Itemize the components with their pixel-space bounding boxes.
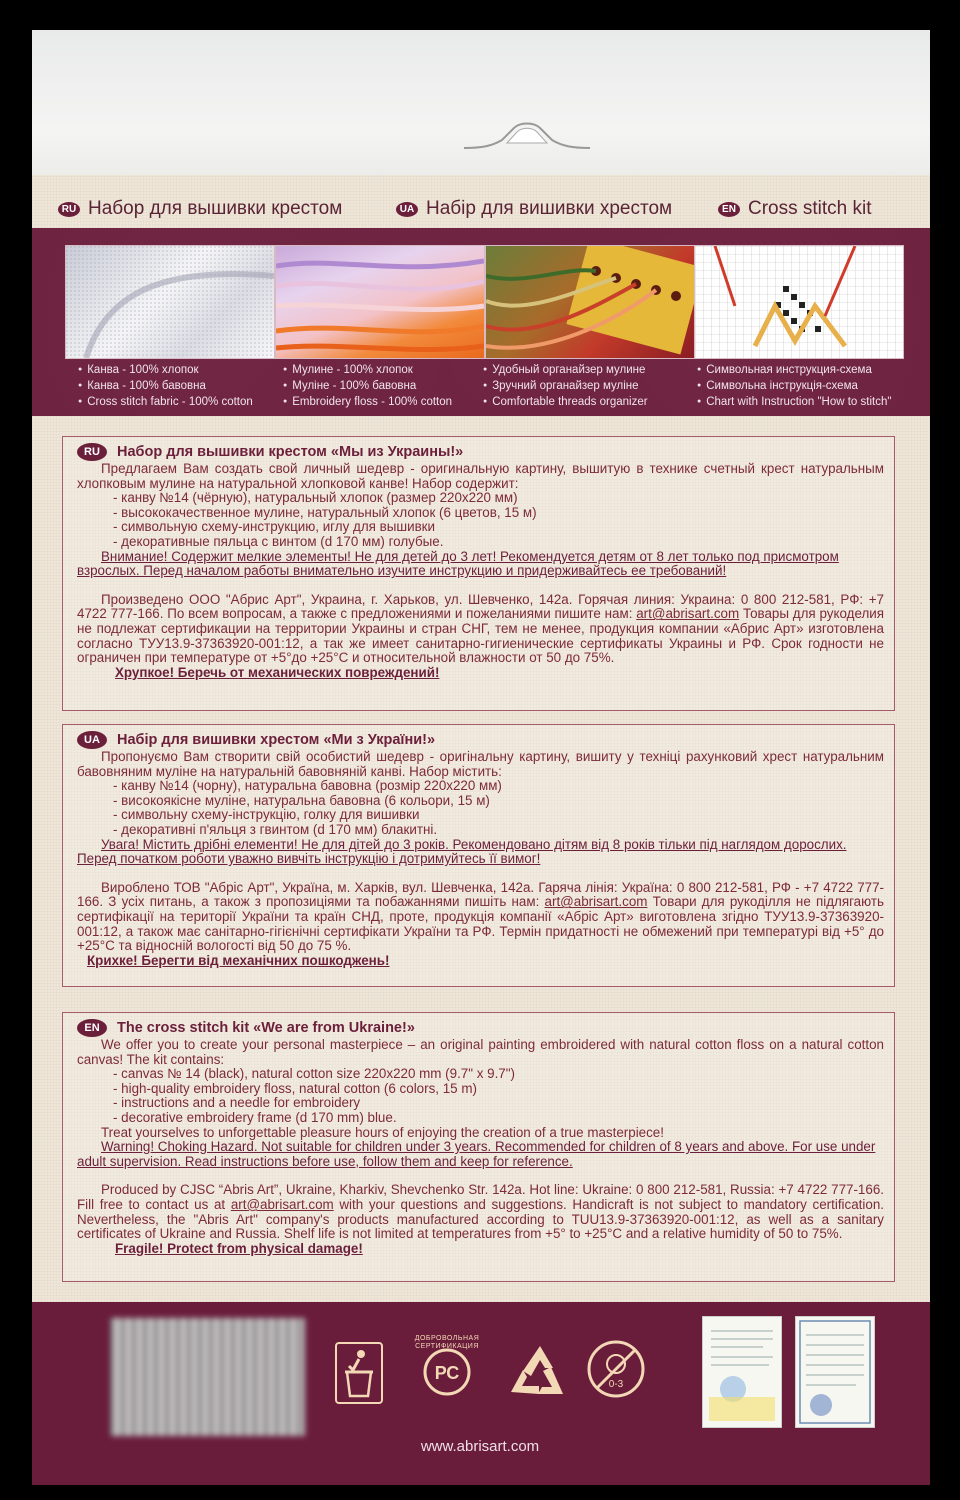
kit-item: - высококачественное мулине, натуральный хлопок (6 цветов, 15 м) — [113, 504, 537, 520]
email-link[interactable]: art@abrisart.com — [636, 606, 740, 622]
producer-text — [77, 1183, 884, 1241]
extra-text: Treat yourselves to unforgettable pleasure hours of enjoying the creation of a true masterpiece! — [101, 1124, 664, 1140]
kit-item: - канву №14 (чорну), натуральна бавовна (розмір 220х220 мм) — [113, 778, 502, 794]
lang-badge: EN — [718, 202, 740, 217]
kit-item: - instructions and a needle for embroidery — [113, 1095, 361, 1111]
stitch-chart-icon — [695, 246, 903, 358]
feature-line: ● Канва - 100% бавовна — [78, 378, 253, 394]
producer-text-a: Произведено ООО "Абрис Арт", Украина, г. Харьков, ул. Шевченко, 142а. Горячая линия: Украина: 0 800 212-581, РФ: +7 4722 777-166. По всем вопросам, а также с предложениями и пожеланиями пишите нам: — [77, 591, 884, 622]
producer-text — [77, 593, 884, 666]
kit-item: - символьную схему-инструкцию, иглу для вышивки — [113, 519, 436, 535]
chart-photo — [694, 245, 904, 359]
producer-text-a: Вироблено ТОВ "Абріс Арт", Україна, м. Харків, вул. Шевченка, 142а. Гаряча лінія: Україна: 0 800 212-581, РФ - +7 4722 777-166. З усіх питань, а також з пропозиціями та побажаннями пишіть нам: — [77, 879, 884, 910]
lang-badge: RU — [58, 202, 80, 217]
fragile-notice: Fragile! Protect from physical damage! — [115, 1240, 363, 1256]
floss-skeins-icon — [276, 246, 484, 358]
feature-line: ● Мулине - 100% хлопок — [283, 362, 452, 378]
kit-item: - canvas № 14 (black), natural cotton size 220x220 mm (9.7" x 9.7") — [113, 1066, 515, 1082]
section-ua — [62, 724, 895, 987]
certificate-ru-icon — [796, 1317, 874, 1427]
email-link[interactable]: art@abrisart.com — [230, 1196, 334, 1212]
section-heading — [77, 443, 884, 461]
feature-organizer — [483, 362, 648, 410]
section-heading — [77, 1019, 884, 1037]
feature-line: ● Зручний органайзер муліне — [483, 378, 648, 394]
intro-text: Пропонуємо Вам створити свій особистий шедевр - оригінальну картину, вишиту у техніці рахунковий хрест натуральним бавовняним муліне на натуральній бавовняній канві. Набор містить: — [77, 749, 884, 779]
producer-text-b: with your questions and suggestions. Handicraft is not subject to mandatory certification. Nevertheless, the "Abris Art" company's products manufactured according to TUU13.9-37363920-001:12, as well as a sanitary certificates of Ukraine and Russia. Shelf life is not limited at temperatures from +5° to +25°C and a relative humidity of 50 to 75%. — [77, 1196, 884, 1242]
website-link[interactable]: www.abrisart.com — [420, 1438, 540, 1455]
certificate-document-ru — [795, 1316, 875, 1428]
intro-text: Предлагаем Вам создать свой личный шедевр - оригинальную картину, вышитую в технике счетный крест натуральным хлопковым мулине на натуральной хлопковой канве! Набор содержит: — [77, 461, 884, 491]
certificate-ua-icon — [703, 1317, 781, 1427]
kit-item: - decorative embroidery frame (d 170 mm) blue. — [113, 1109, 397, 1125]
age-text: 0-3 — [608, 1379, 624, 1390]
feature-line: ● Символьная инструкция-схема — [697, 362, 891, 378]
section-en — [62, 1012, 895, 1282]
trash-bin-icon — [335, 1342, 383, 1404]
feature-line: ● Символьна інструкція-схема — [697, 378, 891, 394]
section-heading — [77, 731, 884, 749]
intro-text: We offer you to create your personal masterpiece – an original painting embroidered with natural cotton floss on a natural cotton canvas! The kit contains: — [77, 1037, 884, 1067]
floss-photo — [275, 245, 485, 359]
feature-line: ● Comfortable threads organizer — [483, 394, 648, 410]
section-title: Набор для вышивки крестом «Мы из Украины!» — [117, 443, 464, 460]
organizer-photo — [485, 245, 695, 359]
feature-line: ● Embroidery floss - 100% cotton — [283, 394, 452, 410]
feature-line: ● Cross stitch fabric - 100% cotton — [78, 394, 253, 410]
certification-mark — [410, 1335, 484, 1409]
fragile-notice: Крихке! Берегти від механічних пошкоджень! — [87, 952, 390, 968]
feature-line: ● Муліне - 100% бавовна — [283, 378, 452, 394]
email-link[interactable]: art@abrisart.com — [544, 894, 648, 910]
header-title-en — [718, 198, 872, 220]
feature-line: ● Удобный органайзер мулине — [483, 362, 648, 378]
kit-item: - high-quality embroidery floss, natural cotton (6 colors, 15 m) — [113, 1080, 477, 1096]
kit-item: - символьну схему-інструкцію, голку для вишивки — [113, 807, 420, 823]
no-children-icon — [585, 1338, 647, 1400]
fabric-texture-icon — [66, 246, 274, 358]
kit-item: - канву №14 (чёрную), натуральный хлопок (размер 220х220 мм) — [113, 490, 518, 506]
producer-text — [77, 881, 884, 954]
lang-badge: EN — [77, 1019, 107, 1037]
fragile-notice: Хрупкое! Беречь от механических повреждений! — [115, 664, 440, 680]
header-title-text: Cross stitch kit — [748, 198, 872, 219]
warning-text: Внимание! Содержит мелкие элементы! Не для детей до 3 лет! Рекомендуется детям от 8 лет только под присмотром взрослых. Перед началом работы внимательно изучите инструкцию и придерживайтесь ее требований! — [77, 548, 839, 579]
header-title-text: Набір для вишивки хрестом — [426, 198, 673, 219]
certification-text: ДОБРОВОЛЬНАЯ СЕРТИФИКАЦИЯ — [414, 1335, 480, 1350]
barcode — [110, 1318, 305, 1436]
thread-organizer-icon — [486, 246, 694, 358]
recycle-icon — [505, 1342, 575, 1406]
producer-text-b: Товары для рукоделия не подлежат сертификации на территории Украины и стран СНГ, тем не менее, продукция компании «Абрис Арт» изготовлена согласно ТУУ13.9-37363920-001:12, а так же имеет санитарно-гигиенические сертификаты Украины и РФ. Срок годности не ограничен при температуре от +5°до +25°С и относительной влажности от 50 до 75%. — [77, 606, 884, 666]
header-title-text: Набор для вышивки крестом — [88, 198, 343, 219]
feature-line: ● Chart with Instruction "How to stitch" — [697, 394, 891, 410]
section-title: The cross stitch kit «We are from Ukraine!» — [117, 1019, 415, 1036]
warning-text: Увага! Містить дрібні елементи! Не для дітей до 3 років. Рекомендовано дітям від 8 років тільки під наглядом дорослих. Перед початком роботи уважно вивчіть інструкцію і дотримуйтесь її вимог! — [77, 836, 847, 867]
kit-item: - декоративные пяльца с винтом (d 170 мм) голубые. — [113, 533, 444, 549]
warning-text: Warning! Choking Hazard. Not suitable for children under 3 years. Recommended for children of 8 years and above. For use under adult supervision. Read instructions before use, follow them and keep for reference. — [77, 1139, 876, 1169]
section-ru — [62, 436, 895, 711]
producer-text-b: Товари для рукоділля не підлягають сертифікації на території України та країн СНД, проте, продукція компанії «Абріс Арт» виготовлена згідно ТУУ13.9-37363920-001:12, а також має санітарно-гігієнічні сертифікати України та РФ. Термін придатності не обмежений при температурі від +5° до +25°С та відносній вологості від 50 до 75 %. — [77, 894, 884, 954]
header-title-ru — [58, 198, 342, 220]
feature-line: ● Канва - 100% хлопок — [78, 362, 253, 378]
lang-badge: RU — [77, 443, 107, 461]
lang-badge: UA — [77, 731, 107, 749]
header-title-ua — [396, 198, 672, 220]
kit-item: - високоякісне муліне, натуральна бавовна (6 кольори, 15 м) — [113, 792, 490, 808]
producer-text-a: Produced by CJSC “Abris Art”, Ukraine, Kharkiv, Shevchenko Str. 142a. Hot line: Ukraine: 0 800 212-581, Russia: +7 4722 777-166. Fill free to contact us at — [77, 1182, 884, 1212]
age-warning — [585, 1338, 647, 1408]
hang-hole-icon — [462, 118, 592, 154]
feature-chart — [697, 362, 891, 410]
svg-text:РС: РС — [434, 1363, 460, 1383]
section-title: Набір для вишивки хрестом «Ми з України!» — [117, 731, 436, 748]
lang-badge: UA — [396, 202, 418, 217]
feature-canvas — [78, 362, 253, 410]
canvas-photo — [65, 245, 275, 359]
kit-item: - декоративні п'яльця з гвинтом (d 170 мм) блакитні. — [113, 821, 438, 837]
certificate-document-ua — [702, 1316, 782, 1428]
hanger-strip — [32, 30, 930, 175]
feature-floss — [283, 362, 452, 410]
